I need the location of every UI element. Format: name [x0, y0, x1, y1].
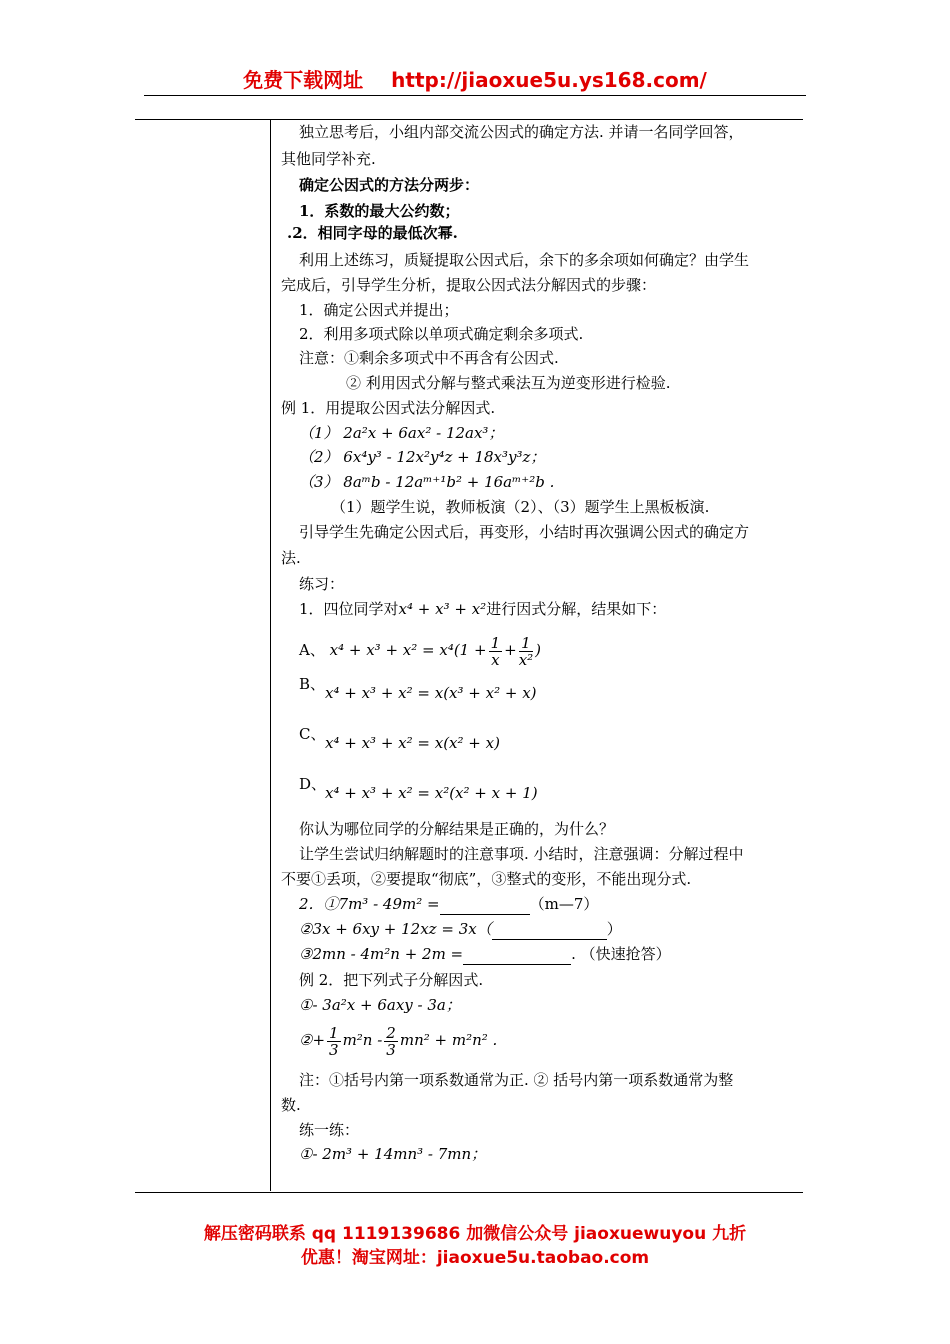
text-line: 完成后，引导学生分析，提取公因式法分解因式的步骤：: [281, 276, 657, 294]
text-line: 不要①丢项，②要提取“彻底”，③整式的变形，不能出现分式.: [281, 870, 692, 888]
section-heading: 确定公因式的方法分两步：: [299, 176, 480, 194]
header-divider: [144, 95, 806, 96]
text-line: 让学生尝试归纳解题时的注意事项. 小结时，注意强调：分解过程中: [299, 845, 744, 863]
example-heading: 例 1．用提取公因式法分解因式.: [281, 399, 496, 417]
header-label: 免费下载网址: [243, 68, 364, 92]
list-item: 2．利用多项式除以单项式确定剩余多项式.: [299, 325, 584, 343]
page-header: [0, 64, 950, 93]
footer-line-2: 优惠！淘宝网址：jiaoxue5u.taobao.com: [300, 1248, 650, 1268]
math-expression: （1） 2a²x + 6ax² - 12ax³；: [299, 424, 504, 442]
table-column-divider: [270, 120, 271, 1191]
text-line: 引导学生先确定公因式后，再变形，小结时再次强调公因式的确定方: [299, 523, 750, 541]
math-expression: （2） 6x⁴y³ - 12x²y⁴z + 18x³y³z；: [299, 448, 546, 466]
option-b-label: B、: [299, 675, 326, 693]
note-line: 注意：①剩余多项式中不再含有公因式.: [299, 349, 559, 367]
math-expression: （3） 8aᵐb - 12aᵐ⁺¹b² + 16aᵐ⁺²b .: [299, 473, 555, 491]
exercise-heading: 练一练：: [299, 1121, 360, 1139]
option-d: x⁴ + x³ + x² = x²(x² + x + 1): [325, 784, 538, 802]
example-heading: 例 2．把下列式子分解因式.: [299, 971, 484, 989]
exercise-2-item-2: ②3x + 6xy + 12xz = 3x（ ）: [299, 920, 622, 938]
list-item: .2．相同字母的最低次幂.: [287, 224, 458, 242]
header-url-link[interactable]: http://jiaoxue5u.ys168.com/: [391, 68, 707, 92]
option-c-label: C、: [299, 725, 326, 743]
exercise-heading: 练习：: [299, 575, 345, 593]
text-line: 其他同学补充.: [281, 150, 376, 168]
text-line: 数.: [281, 1096, 301, 1114]
exercise-2-item-3: ③2mn - 4m²n + 2m = . （快速抢答）: [299, 945, 671, 963]
text-line: 法.: [281, 549, 301, 567]
option-c: x⁴ + x³ + x² = x(x² + x): [325, 734, 500, 752]
math-expression: ②+ $\frac{1}{3}$ m²n - $\frac{2}{3}$ mn² + m²n² .: [299, 1023, 498, 1059]
text-line: 你认为哪位同学的分解结果是正确的，为什么？: [299, 820, 615, 838]
exercise-question: 1．四位同学对x⁴ + x³ + x²进行因式分解，结果如下：: [299, 600, 667, 618]
text-line: （1）题学生说，教师板演（2）、（3）题学生上黑板板演.: [331, 498, 710, 516]
math-expression: ①- 2m³ + 14mn³ - 7mn；: [299, 1145, 487, 1163]
answer-blank[interactable]: [492, 919, 607, 940]
option-d-label: D、: [299, 775, 327, 793]
exercise-2-item-1: 2．①7m³ - 49m² = （m—7）: [299, 895, 599, 913]
option-a: A、 x⁴ + x³ + x² = x⁴(1 + $\frac{1}{x}$ + $\frac{1}{\text{x²}}$ ): [299, 633, 542, 669]
list-item: 1．确定公因式并提出；: [299, 301, 459, 319]
text-line: 独立思考后，小组内部交流公因式的确定方法. 并请一名同学回答，: [299, 123, 744, 141]
footer-line-1: 解压密码联系 qq 1119139686 加微信公众号 jiaoxuewuyou 九折: [203, 1224, 747, 1244]
list-item: 1．系数的最大公约数；: [299, 202, 460, 220]
text-line: 利用上述练习，质疑提取公因式后，余下的多余项如何确定？由学生: [299, 251, 750, 269]
note-line: 注：①括号内第一项系数通常为正. ② 括号内第一项系数通常为整: [299, 1071, 734, 1089]
answer-blank[interactable]: [463, 944, 571, 965]
answer-blank[interactable]: [440, 894, 530, 915]
note-line: ② 利用因式分解与整式乘法互为逆变形进行检验.: [346, 374, 671, 392]
option-b: x⁴ + x³ + x² = x(x³ + x² + x): [325, 684, 537, 702]
math-expression: ①- 3a²x + 6axy - 3a；: [299, 996, 461, 1014]
